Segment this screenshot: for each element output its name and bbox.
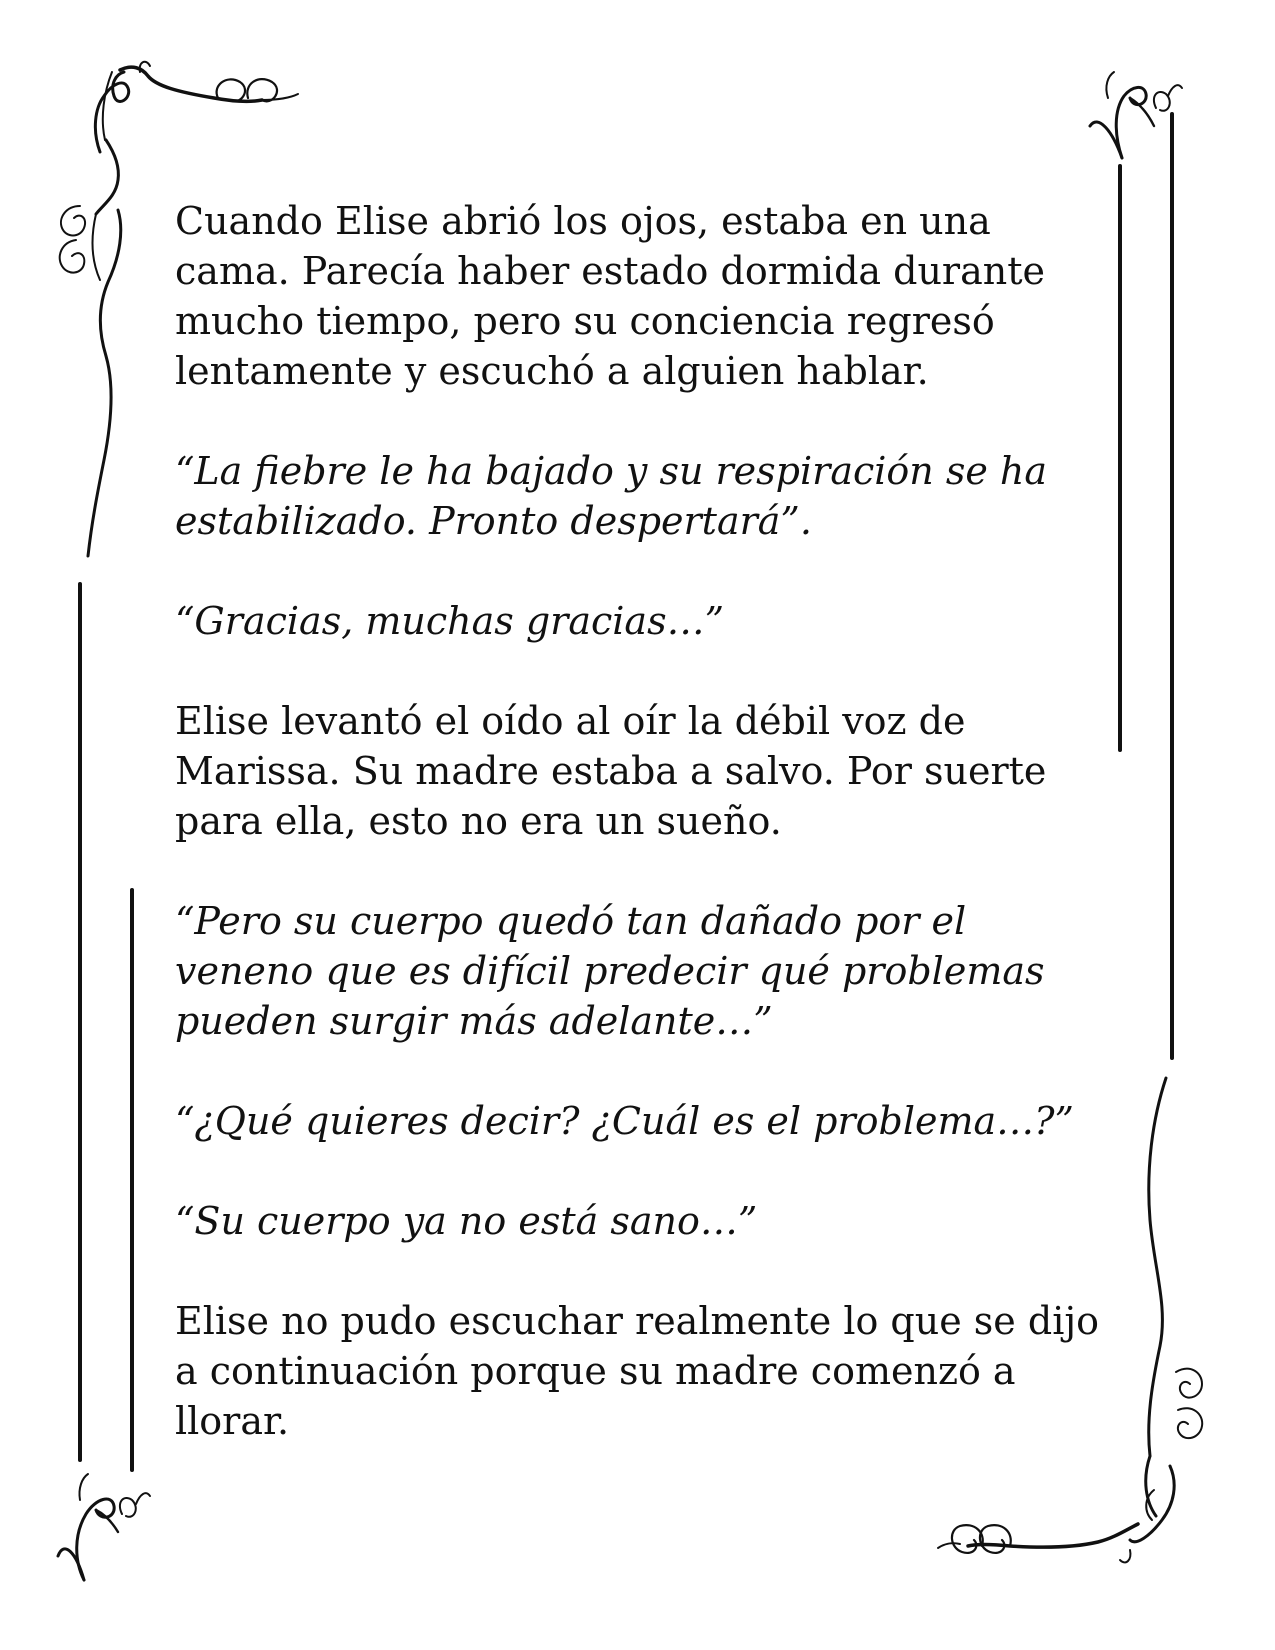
text-line: “Gracias, muchas gracias…”	[175, 599, 725, 643]
text-line: veneno que es difícil predecir qué problemas	[175, 949, 1045, 993]
text-line: Cuando Elise abrió los ojos, estaba en una	[175, 199, 991, 243]
dialogue-paragraph-1	[175, 446, 1095, 546]
narration-paragraph-2	[175, 696, 1095, 846]
paragraph-gap	[175, 1246, 1095, 1296]
story-text	[175, 196, 1100, 1446]
text-line: Marissa. Su madre estaba a salvo. Por suerte	[175, 749, 1047, 793]
dialogue-paragraph-5	[175, 1196, 1095, 1246]
text-line: Elise levantó el oído al oír la débil voz de	[175, 699, 966, 743]
text-line: para ella, esto no era un sueño.	[175, 799, 782, 843]
paragraph-gap	[175, 646, 1095, 696]
text-line: “¿Qué quieres decir? ¿Cuál es el problema…?”	[175, 1099, 1074, 1143]
text-line: estabilizado. Pronto despertará”.	[175, 499, 812, 543]
bottom-left-flourish	[58, 1474, 150, 1580]
text-line: a continuación porque su madre comenzó a	[175, 1349, 1016, 1393]
dialogue-paragraph-2	[175, 596, 1095, 646]
top-right-flourish	[1090, 72, 1182, 158]
text-line: mucho tiempo, pero su conciencia regresó	[175, 299, 995, 343]
paragraph-gap	[175, 546, 1095, 596]
text-line: Elise no pudo escuchar realmente lo que se dijo	[175, 1299, 1100, 1343]
text-line: “Su cuerpo ya no está sano…”	[175, 1199, 758, 1243]
paragraph-gap	[175, 1046, 1095, 1096]
text-line: lentamente y escuchó a alguien hablar.	[175, 349, 929, 393]
paragraph-gap	[175, 396, 1095, 446]
text-line: pueden surgir más adelante…”	[175, 999, 773, 1043]
dialogue-paragraph-4	[175, 1096, 1095, 1146]
text-line: “Pero su cuerpo quedó tan dañado por el	[175, 899, 967, 943]
text-line: “La fiebre le ha bajado y su respiración se ha	[175, 449, 1048, 493]
narration-paragraph-3	[175, 1296, 1100, 1446]
text-line: llorar.	[175, 1399, 290, 1443]
narration-paragraph-1	[175, 196, 1095, 396]
dialogue-paragraph-3	[175, 896, 1095, 1046]
text-line: cama. Parecía haber estado dormida durante	[175, 249, 1045, 293]
paragraph-gap	[175, 1146, 1095, 1196]
paragraph-gap	[175, 846, 1095, 896]
